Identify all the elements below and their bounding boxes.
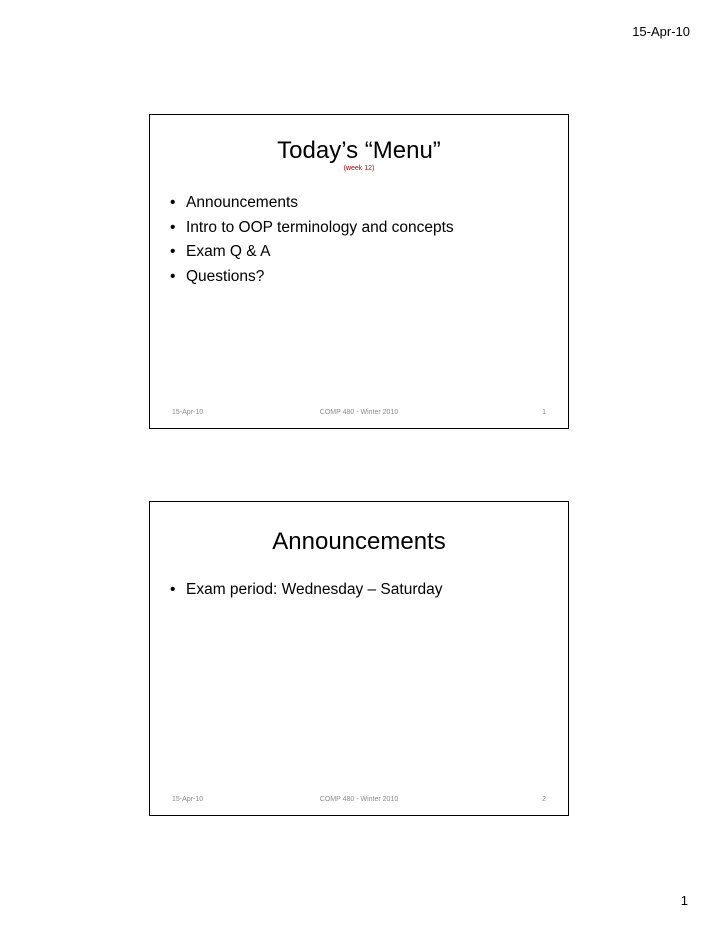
- slide-2: [149, 501, 569, 816]
- slide-footer-number: 1: [542, 409, 546, 416]
- slide-footer: [172, 796, 546, 806]
- bullet-item: • Exam period: Wednesday – Saturday: [170, 578, 558, 603]
- bullet-item: • Intro to OOP terminology and concepts: [170, 216, 558, 241]
- slide-footer-course: COMP 480 - Winter 2010: [319, 796, 399, 803]
- bullet-list: [170, 578, 558, 603]
- bullet-item: • Questions?: [170, 265, 558, 290]
- bullet-item: • Exam Q & A: [170, 240, 558, 265]
- slide-footer-date: 15-Apr-10: [172, 409, 204, 416]
- slide-footer-course: COMP 480 - Winter 2010: [319, 409, 399, 416]
- bullet-list: [170, 191, 558, 289]
- page-header-date: 15-Apr-10: [632, 24, 690, 39]
- slide-title: Announcements: [272, 528, 446, 555]
- slide-subtitle: (week 12): [343, 165, 375, 172]
- slide-footer: [172, 409, 546, 419]
- slide-footer-number: 2: [542, 796, 546, 803]
- slide-title: Today’s “Menu”: [277, 137, 441, 164]
- bullet-item: • Announcements: [170, 191, 558, 216]
- page-number: 1: [680, 893, 688, 908]
- slide-1: [149, 114, 569, 429]
- slide-footer-date: 15-Apr-10: [172, 796, 204, 803]
